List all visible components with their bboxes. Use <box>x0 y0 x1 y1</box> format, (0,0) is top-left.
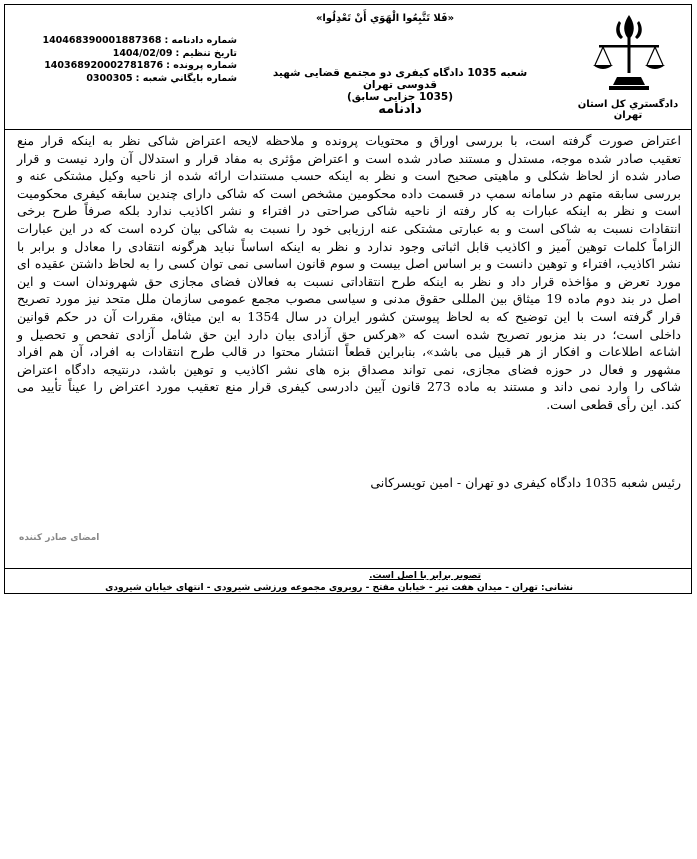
ruling-line: نشر اکاذیب، افتراء و توهین دانست و بر اساس اصل بیست و سوم قانون اساسی نمی توان کسی را به لحاظ داشتن عقیده ای <box>17 256 681 272</box>
judiciary-emblem-icon <box>589 11 669 95</box>
verse-text: «فَلا تَتَّبِعُوا الْهَوَي أَنْ تَعْدِلُوا» <box>315 13 455 24</box>
ruling-line: صادر شده از لحاظ شکلی و ماهیتی صحیح است و نظر به اینکه حسب مستندات ارائه شده از ناحیه وکیل مشتکی عنه و <box>17 168 681 184</box>
ruling-line: الزاماً کلمات توهین آمیز و اکاذیب قابل اثباتی وجود ندارد و نظر به اینکه اساساً نباید هرگونه انتقادی را معادل و برابر با <box>17 238 681 254</box>
branch-former-name: (1035 جزایی سابق) <box>346 91 454 103</box>
document-footer <box>5 568 691 595</box>
ruling-line: قرار گرفته است با این توضیح که به لحاظ پیوستن کشور ایران در سال 1354 به این میثاق، مقررات آن در حکم قوانین <box>17 308 681 324</box>
document-title: دادنامه <box>378 102 422 117</box>
ruling-line: اعتراض صورت گرفته است، با بررسی اوراق و محتویات پرونده و ملاحظه لایحه اعتراض شاکی نظر به اینکه قرار منع <box>17 133 681 148</box>
ruling-line: انتقادات نسبت به شاکی است و به عبارتی مشتکی عنه ارزیابی خود را نسبت به شاکی بیان کرده است که در این عبارات <box>17 220 681 236</box>
ruling-line: مشهور و فعال در حوزه فضای مجازی، نمی تواند مصداق بزه های نشر اکاذیب و توهین باشد، درنتیجه دادگاه اعتراض <box>17 361 681 377</box>
ruling-line: است و نظر به اینکه عبارات به کار رفته از ناحیه شاکی صراحتی در افتراء و نشر اکاذیب ندارد بلکه صرفاً طرح برخی <box>17 203 681 219</box>
court-organization: دادگستري كل استان تهران <box>577 99 679 121</box>
ruling-text <box>17 132 681 414</box>
meta-row-dadname: شماره دادنامه : 140468390001887368 <box>42 35 237 46</box>
ruling-line: مورد تعرض و مؤاخذه قرار داد و نظر به اینکه طرح انتقاداتی نسبت به فعالان فضای مجازی حق شهروندان است و این <box>17 273 681 289</box>
signer-line: رئیس شعبه 1035 دادگاه کیفری دو تهران - امین تویسرکانی <box>370 475 681 490</box>
ruling-line: داخلی است؛ در بند مزبور تصریح شده است که «هرکس حق آزادی بیان دارد این حق شامل آزادی تفحص و تحصیل و <box>17 326 681 342</box>
document-frame <box>4 4 692 594</box>
court-address: نشانی: تهران - میدان هفت تیر - خیابان مفتح - روبروی مجموعه ورزشی شیرودی - انتهای خیابان شیرودی <box>105 583 573 593</box>
branch-name: شعبه 1035 دادگاه کیفری دو مجتمع قضایی شهید قدوسی تهران <box>272 67 528 91</box>
ruling-line: بررسی سابقه متهم در سامانه سمپ در قسمت داده محکومین مشخص است که شاکی دارای چندین سابقه کیفری محکومیت <box>17 185 681 201</box>
meta-row-archive: شماره بايگاني شعبه : 0300305 <box>86 72 237 84</box>
ruling-line: اصل در بند دوم ماده 19 میثاق بین المللی حقوق مدنی و سیاسی مصوب مجمع عمومی سازمان ملل متحد نیز مورد تصریح <box>17 291 681 307</box>
ruling-line: کند. این رأی قطعی است. <box>546 396 681 412</box>
ruling-line: شاکی را وارد نمی داند و مستند به ماده 273 قانون آیین دادرسی کیفری قرار منع تعقیب مورد اعتراض را عیناً تأیید می <box>17 379 681 395</box>
copy-certification: تصوير برابر با اصل است. <box>369 571 481 581</box>
case-metadata <box>17 35 237 85</box>
ruling-line: اشاعه اطلاعات و افکار از هر قبیل می باشد»، بنابراین قطعاً انتشار محتوا در قالب طرح انتقادات به افراد، آن هم افراد <box>17 344 681 360</box>
meta-row-date: تاريخ تنظيم : 1404/02/09 <box>112 47 237 59</box>
meta-row-case: شماره پرونده : 140368920002781876 <box>44 60 237 71</box>
ruling-line: تعقیب صادر شده موجه، مستدل و مستند صادر شده است و اعتراض مؤثری به مفاد قرار و استدلال آن وارد نیست و قرار <box>17 150 681 166</box>
signature-label: امضای صادر کننده <box>19 533 100 543</box>
document-header <box>5 5 691 130</box>
branch-heading <box>255 67 545 103</box>
